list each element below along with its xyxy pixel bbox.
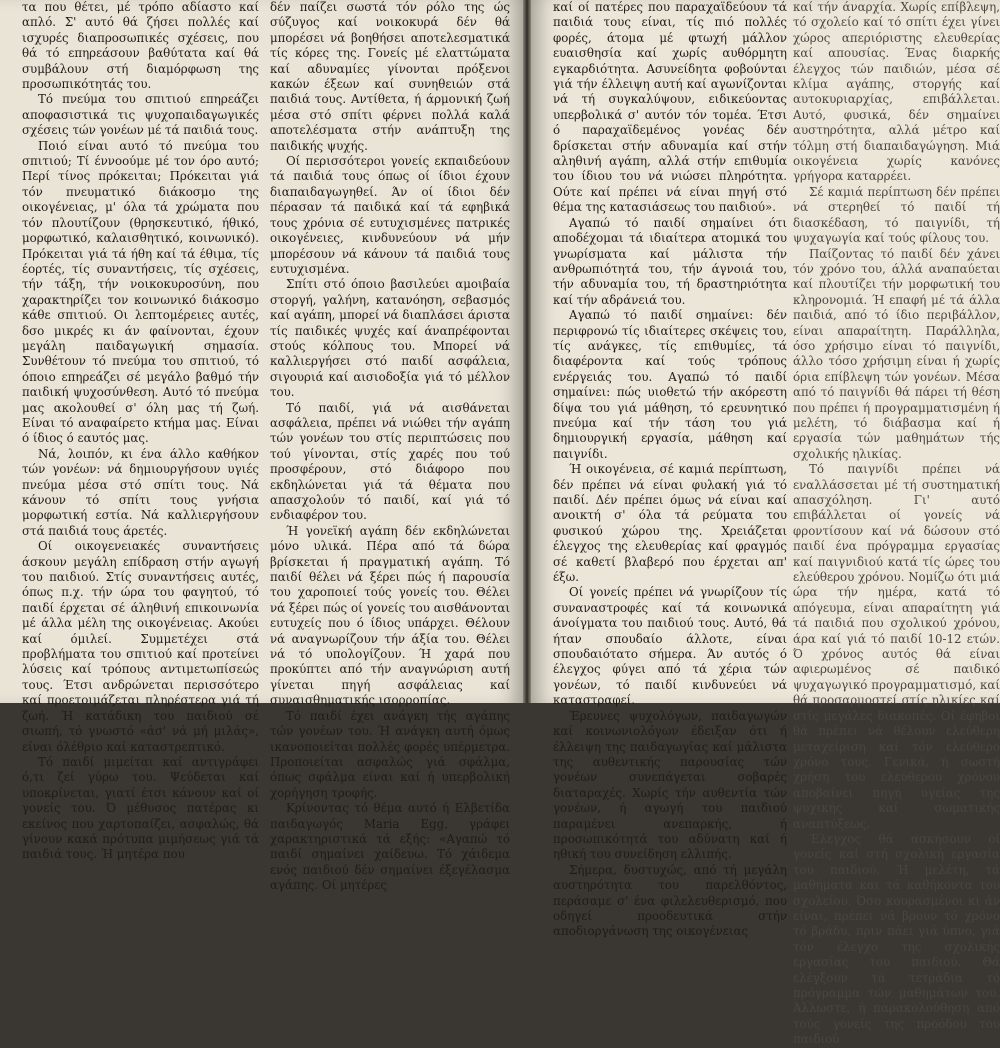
paragraph: Τό παιδί μιμείται καί αντιγράφει ό,τι ζεί γύρω του. Ψεύδεται καί υποκρίνεται, γιατί έτσι κάνουν καί οί γονείς του. Ό μέθυσος πατέρας κι εκείνος που χαρτοπαίζει, ασφαλώς, θά γίνουν κακά πρότυπα μιμήσεως γιά τά παιδιά τους. Ή μητέρα που — [22, 754, 259, 862]
paragraph: Οί περισσότεροι γονείς εκπαιδεύουν τά παιδιά τους όπως οί ίδιοι έχουν διαπαιδαγωγηθεί. Άν οί ίδιοι δέν πέρασαν τά παιδικά καί τά εφηβικά τους χρόνια σέ ευτυχισμένες πατρικές οικογένειες, κινδυνεύουν νά μήν μπορέσουν νά κάνουν τά παιδιά τους ευτυχισμένα. — [270, 154, 510, 276]
paragraph: Αγαπώ τό παιδί σημαίνει ότι αποδέχομαι τά ιδιαίτερα ατομικά του γνωρίσματα καί μάλιστα τήν ανθρωπιότητά του, τήν άγνοιά του, τήν αδυναμία του, τή δραστηριότητα καί τήν αδράνειά του. — [553, 215, 787, 307]
paragraph: Ή γονεϊκή αγάπη δέν εκδηλώνεται μόνο υλικά. Πέρα από τά δώρα βρίσκεται ή πραγματική αγάπη. Τό παιδί θέλει νά ξέρει πώς ή παρουσία του χαροποιεί τούς γονείς του. Θέλει νά ξέρει πώς οί γονείς του αισθάνονται ευτυχείς που ό ίδιος υπάρχει. Θέλουν νά αναγνωρίζουν τήν άξία του. Θέλει νά τό υπολογίζουν. Ή χαρά που προκύπτει από τήν αναγνώριση αυτή γίνεται πηγή ασφάλειας καί συναισθηματικής ισορροπίας. — [270, 523, 510, 708]
paragraph: Τό παιγνίδι πρέπει νά εναλλάσσεται μέ τή συστηματική απασχόληση. Γι' αυτό επιβάλλεται οί γονείς νά φροντίσουν καί νά δώσουν στό παιδί ένα πρόγραμμα εργασίας καί παιγνιδιού κατά τίς ώρες του ελεύθερου χρόνου. Νομίζω ότι μιά ώρα τήν ημέρα, κατά τό απόγευμα, είναι απαραίτητη γιά τά παιδιά που σχολικού χρόνου, άρα καί γιά τό παιδί 10-12 ετών. Ό χρόνος αυτός θά είναι αφιερωμένος σέ παιδικό ψυχαγωγικό προγραμματισμό, καί θά προσαρμοστεί στίς ηλικίες καί στίς μεγάλες διακοπές. Οί έφηβοι θά πρέπει νά θέλουν ελεύθερη μεταχείριση καί τόν ελεύθερο χρόνο τους. Γενικά, ή σωστή χρήση του ελεύθερου χρόνου αποβαίνει πηγή υγείας της ψυχικής καί σωματικής αναπτύξεως. — [793, 462, 1000, 831]
paragraph: Σπίτι στό όποιο βασιλεύει αμοιβαία στοργή, γαλήνη, κατανόηση, σεβασμός καί αγάπη, μπορεί νά διαπλάσει άριστα τίς παιδικές ψυχές καί άναπρέφονται στούς κόλπους του. Μπορεί νά καλλιεργήσει στό παιδί ασφάλεια, σιγουριά καί αισιοδοξία γιά τό μέλλον του. — [270, 277, 510, 400]
paragraph: Τό παιδί, γιά νά αισθάνεται ασφάλεια, πρέπει νά νιώθει τήν αγάπη τών γονέων του στίς περιπτώσεις που τού γίνονται, στίς χαρές που τού προσφέρουν, στό διάφορο που εκδηλώνεται γιά τά θέματα που απασχολούν τό παιδί, καί γιά τό ενδιαφέρον του. — [270, 400, 510, 523]
paragraph: Οί οικογενειακές συναντήσεις άσκουν μεγάλη επίδραση στήν αγωγή του παιδιού. Στίς συναντήσεις αυτές, όπως π.χ. τήν ώρα του φαγητού, τό παιδί έρχεται σέ άληθινή επικοινωνία μέ άλλα μέλη της οικογένειας. Ακούει καί όμιλεί. Συμμετέχει στά προβλήματα του σπιτιού καί προτείνει λύσεις καί τρόπους αντιμετωπίσεώς τους. Έτσι ανδρώνεται περισσότερο καί προετοιμάζεται πληρέστερα γιά τή ζωή. Ή κατάδικη του παιδιού σέ σιωπή, τό γνωστό «άσ' νά μή μιλάς», είναι όλέθριο καί καταστρεπτικό. — [22, 539, 259, 754]
paragraph: Κρίνοντας τό θέμα αυτό ή Ελβετίδα παιδαγωγός Maria Egg, γράφει χαρακτηριστικά τά εξής: «Αγαπώ τό παιδί σημαίνει χαίδευω. Τό χάιδεμα ενός παιδιού δέν σημαίνει έξεγέλασμα αγάπης. Οί μητέρες — [270, 801, 510, 893]
paragraph: Έρευνες ψυχολόγων, παιδαγωγών καί κοινωνιολόγων έδειξαν ότι ή έλλειψη της παιδαγωγίας καί μάλιστα της αυθεντικής παρουσίας τών γονέων συνεπάγεται σοβαρές διαταραχές. Χωρίς τήν αυθεντία τών γονέων, ή αγωγή του παιδιού παραμένει ανεπαρκής, ή προσωπικότητά του αδύνατη καί ή ηθική του συνείδηση ελλιπής. — [553, 708, 787, 862]
paragraph: καί τήν άναρχία. Χωρίς επίβλεψη, τό σχολείο καί τό σπίτι έχει γίνει χώρος απεριόριστης ελευθερίας καί απουσίας. Ένας διαρκής έλεγχος τών παιδιών, μέσα σέ κλίμα αγάπης, στοργής καί αυτοκυριαρχίας, επιβάλλεται. Αυτό, φυσικά, δέν σημαίνει αυστηρότητα, αλλά μέτρο καί τόλμη στή διαπαιδαγώγηση. Μιά οικογένεια χωρίς κανόνες γρήγορα καταρρέει. — [793, 0, 1000, 184]
paragraph: Σέ καμιά περίπτωση δέν πρέπει νά στερηθεί τό παιδί τή διασκέδαση, τό παιγνίδι, τή ψυχαγωγία καί τούς φίλους του. — [793, 184, 1000, 246]
paragraph: καί οί πατέρες που παραχαϊδεύουν τά παιδιά τους είναι, τίς πιό πολλές φορές, άτομα μέ φτωχή μάλλον ευαισθησία καί χωρίς αυθόρμητη εγκαρδιότητα. Ασυνείδητα φοβούνται γιά τήν έλλειψη αυτή καί αγωνίζονται νά τή συγκαλύψουν, ειδικεύοντας υπερβολικά σ' αυτόν τόν τομέα. Έτσι ό παραχαϊδεμένος γονέας δέν δρίσκεται στήν αδυναμία καί στήν αληθινή αγάπη, αλλά στήν επιθυμία του ίδιου του νά νιώσει πληρότητα. Ούτε καί πρέπει νά είναι πηγή στό θέμα της κατασιάσεως του παιδιού». — [553, 0, 787, 215]
right-page — [531, 0, 1000, 1047]
paragraph: Αγαπώ τό παιδί σημαίνει: δέν περιφρονώ τίς ιδιαίτερες σκέψεις του, τίς ανάγκες, τίς επιθυμίες, τά διαφέροντα καί τούς τρόπους ενέργειάς του. Αγαπώ τό παιδί σημαίνει: πώς υιοθετώ τήν ακόρεστη δίψα του γιά μάθηση, τό ερευνητικό πνεύμα καί τήν τάση του γιά δημιουργική εργασία, μάθηση καί παιγνίδι. — [553, 308, 787, 461]
paragraph: τα που θέτει, μέ τρόπο αδίαστο καί απλό. Σ' αυτό θά ζήσει πολλές καί ισχυρές διαπροσωπικές σχέσεις, που θά τό επηρεάσουν βαθύτατα καί θά συμβάλουν στή διαμόρφωση της προσωπικότητάς του. — [22, 0, 259, 92]
text-column-1 — [22, 0, 259, 862]
paragraph: Παίζοντας τό παιδί δέν χάνει τόν χρόνο του, άλλά αναπαύεται καί πλουτίζει τήν μορφωτική του κληρονομιά. Ή επαφή μέ τά άλλα παιδιά, από τό ίδιο περιβάλλον, είναι απαραίτητη. Παράλληλα, όσο χρήσιμο είναι τό παιγνίδι, άλλο τόσο χρήσιμη είναι ή χωρίς όρια επίβλεψη τών γονέων. Μέσα από τό παιγνίδι θά πάρει τή θέση που πρέπει ή προγραμματισμένη ή μελέτη, τό διάβασμα καί ή εργασία τών μαθημάτων τής σχολικής ηλικίας. — [793, 246, 1000, 461]
paragraph: Έλεγχος θά ασκήσουν οί γονείς καί στή σχολική εργασία του παιδιού. Ή μελέτη, τά μαθήματα και τά καθήκοντα του σχολείου. Όσο κουρασμένοι κι άν είναι, πρέπει νά βρουν τό χρόνο τό βράδυ, πριν πάει γιά ύπνο, γιά τόν έλεγχο της σχολικής εργασίας του παιδιού. Θά ελέγξουν τά τετράδια τό πρόγραμμα τών μαθημάτων του. Άλλωστε, ή παρακολούθηση από τούς γονείς της προόδου του παιδιού — [793, 831, 1000, 1047]
text-column-3 — [553, 0, 787, 939]
text-column-2 — [270, 0, 510, 893]
paragraph: Σήμερα, δυστυχώς, από τή μεγάλη αυστηρότητα του παρελθόντος, περάσαμε σ' ένα φιλελευθερισμό, που οδηγεί προοδευτικά στήν αποδιοργάνωση της οικογένειας — [553, 862, 787, 939]
paragraph: Τό πνεύμα του σπιτιού επηρεάζει αποφασιστικά τις ψυχοπαιδαγωγικές σχέσεις τών γονέων μέ τά παιδιά τους. — [22, 92, 259, 138]
paragraph: Ή οικογένεια, σέ καμιά περίπτωση, δέν πρέπει νά είναι φυλακή γιά τό παιδί. Δέν πρέπει όμως νά είναι καί ανοικτή σ' όλα τά ρεύματα του φυσικού χώρου της. Χρειάζεται έλεγχος της ελευθερίας καί φραγμός σέ καθετί βλαβερό που έρχεται απ' έξω. — [553, 462, 787, 585]
paragraph: Οί γονείς πρέπει νά γνωρίζουν τίς συναναστροφές καί τά κοινωνικά άνοίγματα του παιδιού τους. Αυτό, θά ήταν σπουδαίο άλλοτε, είναι σπουδαιότατο σήμερα. Άν αυτός ό έλεγχος φύγει από τά χέρια τών γονέων, τό παιδί κινδυνεύει νά καταστραφεί. — [553, 585, 787, 708]
left-page — [0, 0, 523, 893]
paragraph: Ποιό είναι αυτό τό πνεύμα του σπιτιού; Τί έννοούμε μέ τον όρο αυτό; Περί τίνος πρόκειται; Πρόκειται γιά τόν πνευματικό διάκοσμο της οικογένειας, μ' όλα τά χρώματα που τόν πλουτίζουν (θρησκευτικό, ήθικό, μορφωτικό, καλαισθητικό, κοινωνικό). Πρόκειται γιά τά ήθη καί τά έθιμα, τίς έορτές, τίς συναντήσεις, τίς σχέσεις, τήν τάξη, τήν νοικοκυροσύνη, που χαρακτηρίζει τον κοινωνικό διάκοσμο κάθε σπιτιού. Οι λεπτομέρειες αυτές, δσο μικρές κι άν φαίνονται, έχουν μεγάλη παιδαγωγική σημασία. Συνθέτουν τό πνεύμα του σπιτιού, τό όποιο επηρεάζει σέ μεγάλο βαθμό τήν παιδική ψυχοσύνθεση. Αυτό τό πνεύμα μας ακολουθεί σ' όλη μας τή ζωή. Είναι τό αναφαίρετο κτήμα μας. Είναι ό ίδιος ό εαυτός μας. — [22, 138, 259, 446]
paragraph: Νά, λοιπόν, κι ένα άλλο καθήκον τών γονέων: νά δημιουργήσουν υγιές πνεύμα μέσα στό σπίτι τους. Νά κάνουν τό σπίτι τους γνήσια μορφωτική εστία. Νά καλλιεργήσουν στά παιδιά τους άρετές. — [22, 446, 259, 538]
book-gutter — [523, 0, 531, 703]
paragraph: Τό παιδί έχει ανάγκη τής αγάπης τών γονέων του. Ή ανάγκη αυτή όμως ικανοποιείται πολλές φορές υπέρμετρα. Προποιείται ασφαλώς γιά σφάλμα, όπως σφάλμα είναι καί ή υπερβολική χορήγηση τροφής. — [270, 708, 510, 800]
paragraph: δέν παίζει σωστά τόν ρόλο της ώς σύζυγος καί νοικοκυρά δέν θά μπορέσει νά βοηθήσει αποτελεσματικά τίς κόρες της. Γονείς μέ ελαττώματα καί αδυναμίες γίνονται πρόξενοι κακών έξεων καί συνηθειών στά παιδιά τους. Αντίθετα, ή άρμονική ζωή μέσα στό σπίτι φέρνει πολλά καλά αποτελέσματα στήν ανάπτυξη της παιδικής ψυχής. — [270, 0, 510, 153]
text-column-4 — [793, 0, 1000, 1047]
